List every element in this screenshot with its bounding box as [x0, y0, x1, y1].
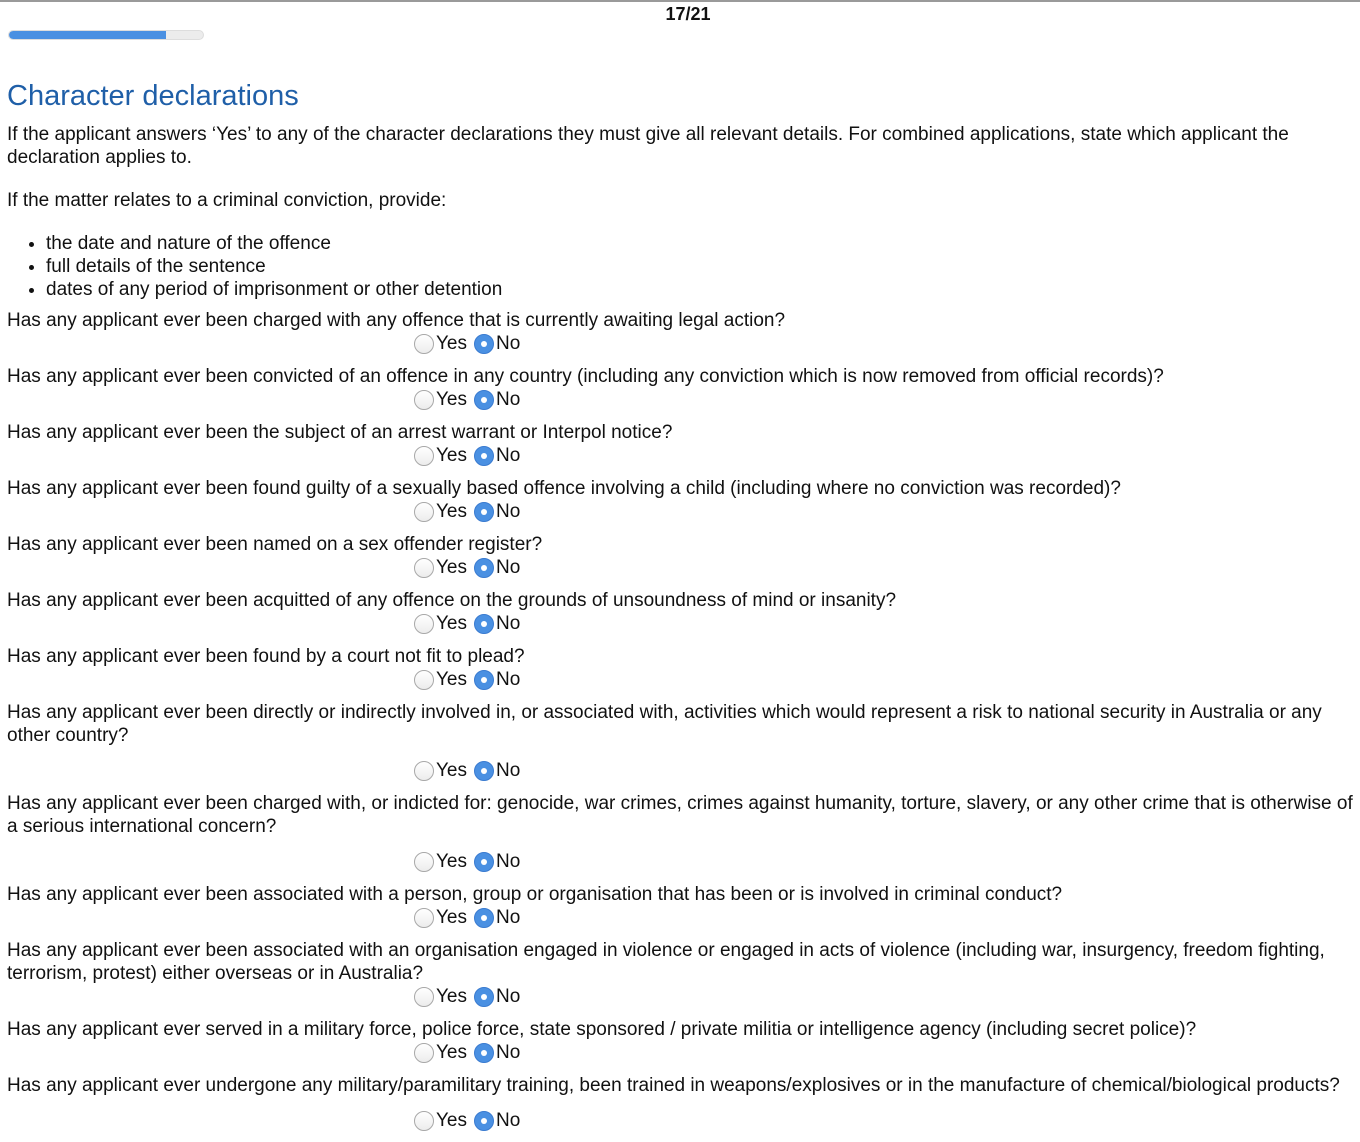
radio-circle-icon[interactable]	[474, 1043, 494, 1063]
question-text: Has any applicant ever undergone any military/paramilitary training, been trained in weapons/explosives or in the manufacture of chemical/biological products?	[7, 1075, 1340, 1096]
no-label: No	[496, 906, 521, 928]
yes-label: Yes	[436, 612, 467, 634]
radio-circle-icon[interactable]	[474, 761, 494, 781]
no-radio[interactable]	[474, 1110, 520, 1132]
yes-label: Yes	[436, 444, 467, 466]
list-item: • the date and nature of the offence	[46, 232, 1355, 255]
yes-radio[interactable]	[414, 907, 467, 929]
yes-no-radio-group	[7, 759, 1355, 782]
radio-circle-icon[interactable]	[414, 334, 434, 354]
yes-no-radio-group	[7, 1109, 1355, 1132]
question-violence-organisation	[7, 939, 1355, 1008]
yes-label: Yes	[436, 850, 467, 872]
no-radio[interactable]	[474, 669, 520, 691]
radio-circle-icon[interactable]	[414, 1111, 434, 1131]
question-text: Has any applicant ever been found guilty of a sexually based offence involving a child (including where no conviction was recorded)?	[7, 478, 1121, 499]
yes-radio[interactable]	[414, 851, 467, 873]
radio-circle-icon[interactable]	[474, 334, 494, 354]
conviction-details-list	[7, 232, 1355, 301]
yes-no-radio-group	[7, 906, 1355, 929]
radio-circle-icon[interactable]	[474, 446, 494, 466]
yes-no-radio-group	[7, 612, 1355, 635]
yes-radio[interactable]	[414, 613, 467, 635]
yes-label: Yes	[436, 906, 467, 928]
yes-radio[interactable]	[414, 986, 467, 1008]
no-radio[interactable]	[474, 1042, 520, 1064]
yes-label: Yes	[436, 668, 467, 690]
radio-circle-icon[interactable]	[414, 502, 434, 522]
yes-radio[interactable]	[414, 389, 467, 411]
radio-circle-icon[interactable]	[474, 558, 494, 578]
yes-no-radio-group	[7, 332, 1355, 355]
yes-no-radio-group	[7, 388, 1355, 411]
no-label: No	[496, 388, 521, 410]
yes-no-radio-group	[7, 668, 1355, 691]
question-text: Has any applicant ever been associated with an organisation engaged in violence or engaged in acts of violence (including war, insurgency, freedom fighting, terrorism, protest) either overseas or in Australia?	[7, 940, 1325, 984]
no-radio[interactable]	[474, 760, 520, 782]
radio-circle-icon[interactable]	[474, 1111, 494, 1131]
question-not-fit-to-plead	[7, 645, 1355, 691]
yes-radio[interactable]	[414, 557, 467, 579]
form-content	[7, 78, 1355, 1142]
radio-circle-icon[interactable]	[414, 852, 434, 872]
no-radio[interactable]	[474, 907, 520, 929]
radio-circle-icon[interactable]	[414, 446, 434, 466]
yes-label: Yes	[436, 1041, 467, 1063]
yes-radio[interactable]	[414, 1042, 467, 1064]
yes-label: Yes	[436, 332, 467, 354]
question-text: Has any applicant ever served in a military force, police force, state sponsored / private militia or intelligence agency (including secret police)?	[7, 1019, 1197, 1040]
yes-label: Yes	[436, 500, 467, 522]
progress-bar	[8, 30, 204, 40]
yes-radio[interactable]	[414, 1110, 467, 1132]
no-label: No	[496, 850, 521, 872]
no-radio[interactable]	[474, 557, 520, 579]
page-title: Character declarations	[7, 80, 299, 112]
radio-circle-icon[interactable]	[414, 1043, 434, 1063]
radio-circle-icon[interactable]	[414, 761, 434, 781]
yes-no-radio-group	[7, 1041, 1355, 1064]
no-radio[interactable]	[474, 851, 520, 873]
yes-label: Yes	[436, 388, 467, 410]
question-text: Has any applicant ever been acquitted of any offence on the grounds of unsoundness of mind or insanity?	[7, 590, 897, 611]
yes-no-radio-group	[7, 444, 1355, 467]
no-label: No	[496, 1109, 521, 1131]
question-text: Has any applicant ever been named on a sex offender register?	[7, 534, 543, 555]
yes-no-radio-group	[7, 985, 1355, 1008]
no-radio[interactable]	[474, 986, 520, 1008]
no-label: No	[496, 1041, 521, 1063]
radio-circle-icon[interactable]	[414, 908, 434, 928]
no-radio[interactable]	[474, 613, 520, 635]
yes-label: Yes	[436, 1109, 467, 1131]
yes-no-radio-group	[7, 500, 1355, 523]
yes-radio[interactable]	[414, 501, 467, 523]
question-war-crimes	[7, 792, 1355, 873]
no-label: No	[496, 444, 521, 466]
radio-circle-icon[interactable]	[474, 852, 494, 872]
list-item: • full details of the sentence	[46, 255, 1355, 278]
question-charged-awaiting	[7, 309, 1355, 355]
yes-label: Yes	[436, 985, 467, 1007]
no-label: No	[496, 500, 521, 522]
question-text: Has any applicant ever been directly or indirectly involved in, or associated with, activities which would represent a risk to national security in Australia or any other country?	[7, 702, 1322, 746]
yes-label: Yes	[436, 759, 467, 781]
radio-circle-icon[interactable]	[414, 670, 434, 690]
yes-label: Yes	[436, 556, 467, 578]
question-sex-offender-register	[7, 533, 1355, 579]
no-label: No	[496, 612, 521, 634]
question-national-security	[7, 701, 1355, 782]
no-label: No	[496, 556, 521, 578]
question-military-service	[7, 1018, 1355, 1064]
list-item: • dates of any period of imprisonment or other detention	[46, 278, 1355, 301]
yes-radio[interactable]	[414, 333, 467, 355]
question-text: Has any applicant ever been the subject of an arrest warrant or Interpol notice?	[7, 422, 673, 443]
page-counter: 17/21	[665, 4, 711, 24]
no-radio[interactable]	[474, 501, 520, 523]
no-radio[interactable]	[474, 389, 520, 411]
question-text: Has any applicant ever been charged with any offence that is currently awaiting legal action?	[7, 310, 786, 331]
radio-circle-icon[interactable]	[474, 614, 494, 634]
no-label: No	[496, 985, 521, 1007]
question-child-offence	[7, 477, 1355, 523]
radio-circle-icon[interactable]	[414, 987, 434, 1007]
no-radio[interactable]	[474, 445, 520, 467]
question-convicted	[7, 365, 1355, 411]
yes-radio[interactable]	[414, 669, 467, 691]
radio-circle-icon[interactable]	[474, 987, 494, 1007]
yes-no-radio-group	[7, 850, 1355, 873]
radio-circle-icon[interactable]	[474, 502, 494, 522]
question-military-training	[7, 1074, 1355, 1132]
radio-circle-icon[interactable]	[474, 908, 494, 928]
radio-circle-icon[interactable]	[414, 558, 434, 578]
radio-circle-icon[interactable]	[414, 390, 434, 410]
radio-circle-icon[interactable]	[474, 670, 494, 690]
yes-radio[interactable]	[414, 760, 467, 782]
no-radio[interactable]	[474, 333, 520, 355]
no-label: No	[496, 332, 521, 354]
question-arrest-warrant	[7, 421, 1355, 467]
conviction-intro: If the matter relates to a criminal conviction, provide:	[7, 190, 447, 211]
radio-circle-icon[interactable]	[474, 390, 494, 410]
progress-bar-fill	[9, 31, 166, 39]
yes-no-radio-group	[7, 556, 1355, 579]
question-text: Has any applicant ever been convicted of an offence in any country (including any conviction which is now removed from official records)?	[7, 366, 1164, 387]
yes-radio[interactable]	[414, 445, 467, 467]
no-label: No	[496, 759, 521, 781]
question-text: Has any applicant ever been associated with a person, group or organisation that has been or is involved in criminal conduct?	[7, 884, 1063, 905]
question-text: Has any applicant ever been found by a court not fit to plead?	[7, 646, 525, 667]
question-criminal-association	[7, 883, 1355, 929]
question-text: Has any applicant ever been charged with, or indicted for: genocide, war crimes, crimes against humanity, torture, slavery, or any other crime that is otherwise of a serious international concern?	[7, 793, 1353, 837]
intro-paragraph: If the applicant answers ‘Yes’ to any of the character declarations they must give all relevant details. For combined applications, state which applicant the declaration applies to.	[7, 124, 1289, 168]
question-acquitted-insanity	[7, 589, 1355, 635]
no-label: No	[496, 668, 521, 690]
question-list	[7, 309, 1355, 1132]
radio-circle-icon[interactable]	[414, 614, 434, 634]
